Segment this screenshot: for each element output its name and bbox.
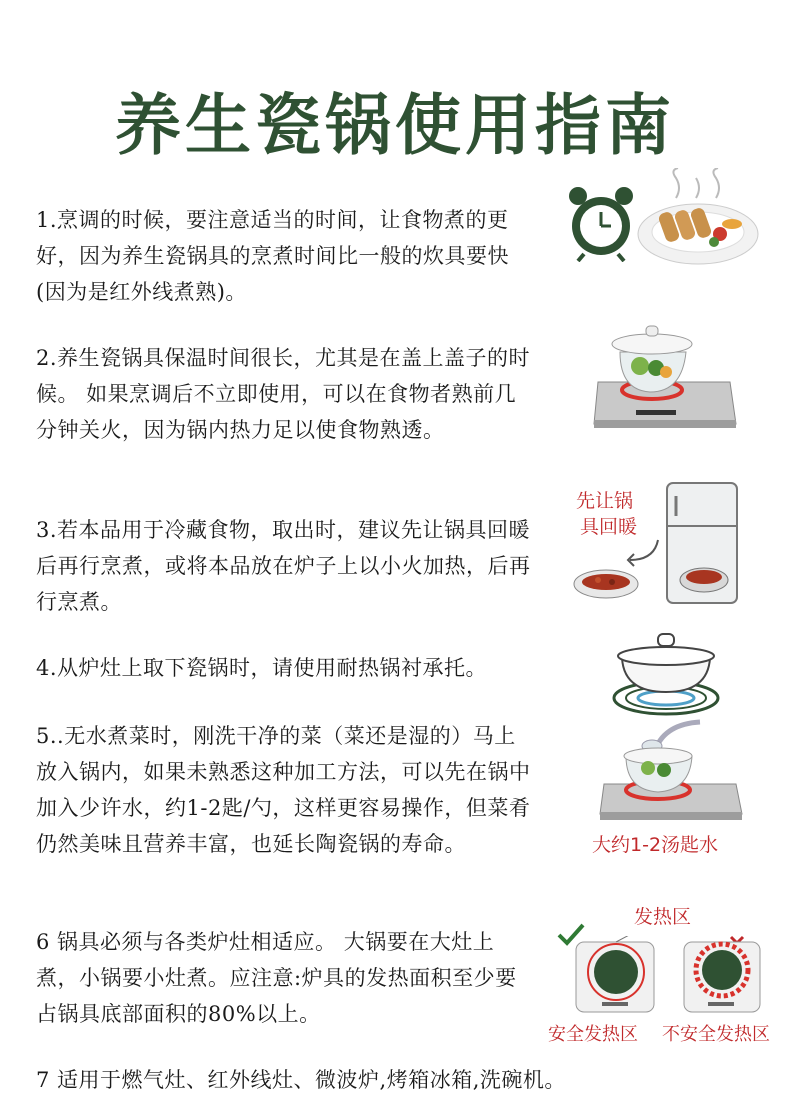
curved-arrow-icon — [624, 538, 662, 568]
unsafe-zone-label: 不安全发热区 — [662, 1024, 770, 1045]
water-amount-label: 大约1-2汤匙水 — [592, 834, 719, 856]
step-1-text: 1.烹调的时候，要注意适当的时间，让食物煮的更好，因为养生瓷锅具的烹煮时间比一般的炊具要快(因为是红外线煮熟)。 — [36, 208, 509, 304]
unsafe-cooker-icon — [682, 936, 762, 1014]
step-5-text: 5..无水煮菜时，刚洗干净的菜（菜还是湿的）马上放入锅内，如果未熟悉这种加工方法，可以先在锅中加入少许水，约1-2匙/勺，这样更容易操作，但菜肴仍然美味且营养丰富，也延长陶瓷锅的寿命。 — [36, 724, 531, 856]
food-plate-icon — [636, 168, 760, 268]
heating-zone-label: 发热区 — [634, 906, 692, 928]
warm-up-label-1: 先让锅 — [576, 490, 634, 512]
fridge-icon — [664, 480, 740, 608]
step-6-text: 6 锅具必须与各类炉灶相适应。 大锅要在大灶上煮，小锅要小灶煮。应注意:炉具的发热面积至少要占锅具底部面积的80%以上。 — [36, 930, 517, 1026]
step-4-text: 4.从炉灶上取下瓷锅时，请使用耐热锅衬承托。 — [36, 656, 488, 680]
step-3-text: 3.若本品用于冷藏食物，取出时，建议先让锅具回暖后再行烹煮，或将本品放在炉子上以小火加热，后再行烹煮。 — [36, 518, 531, 614]
pot-on-trivet-icon — [608, 626, 724, 716]
warm-up-label-2: 具回暖 — [580, 516, 638, 538]
safe-cooker-icon — [574, 936, 658, 1014]
step-2-text: 2.养生瓷锅具保温时间很长，尤其是在盖上盖子的时候。 如果烹调后不立即使用，可以在食物者熟前几分钟关火，因为锅内热力足以使食物熟透。 — [36, 346, 531, 442]
page-title: 养生瓷锅使用指南 — [115, 86, 675, 164]
pot-on-cooker-icon — [590, 316, 740, 432]
step-7-text: 7 适用于燃气灶、红外线灶、微波炉,烤箱冰箱,洗碗机。 — [36, 1068, 566, 1092]
safe-zone-label: 安全发热区 — [548, 1024, 638, 1045]
alarm-clock-icon — [568, 170, 634, 262]
water-spoon-pot-icon — [596, 718, 746, 822]
